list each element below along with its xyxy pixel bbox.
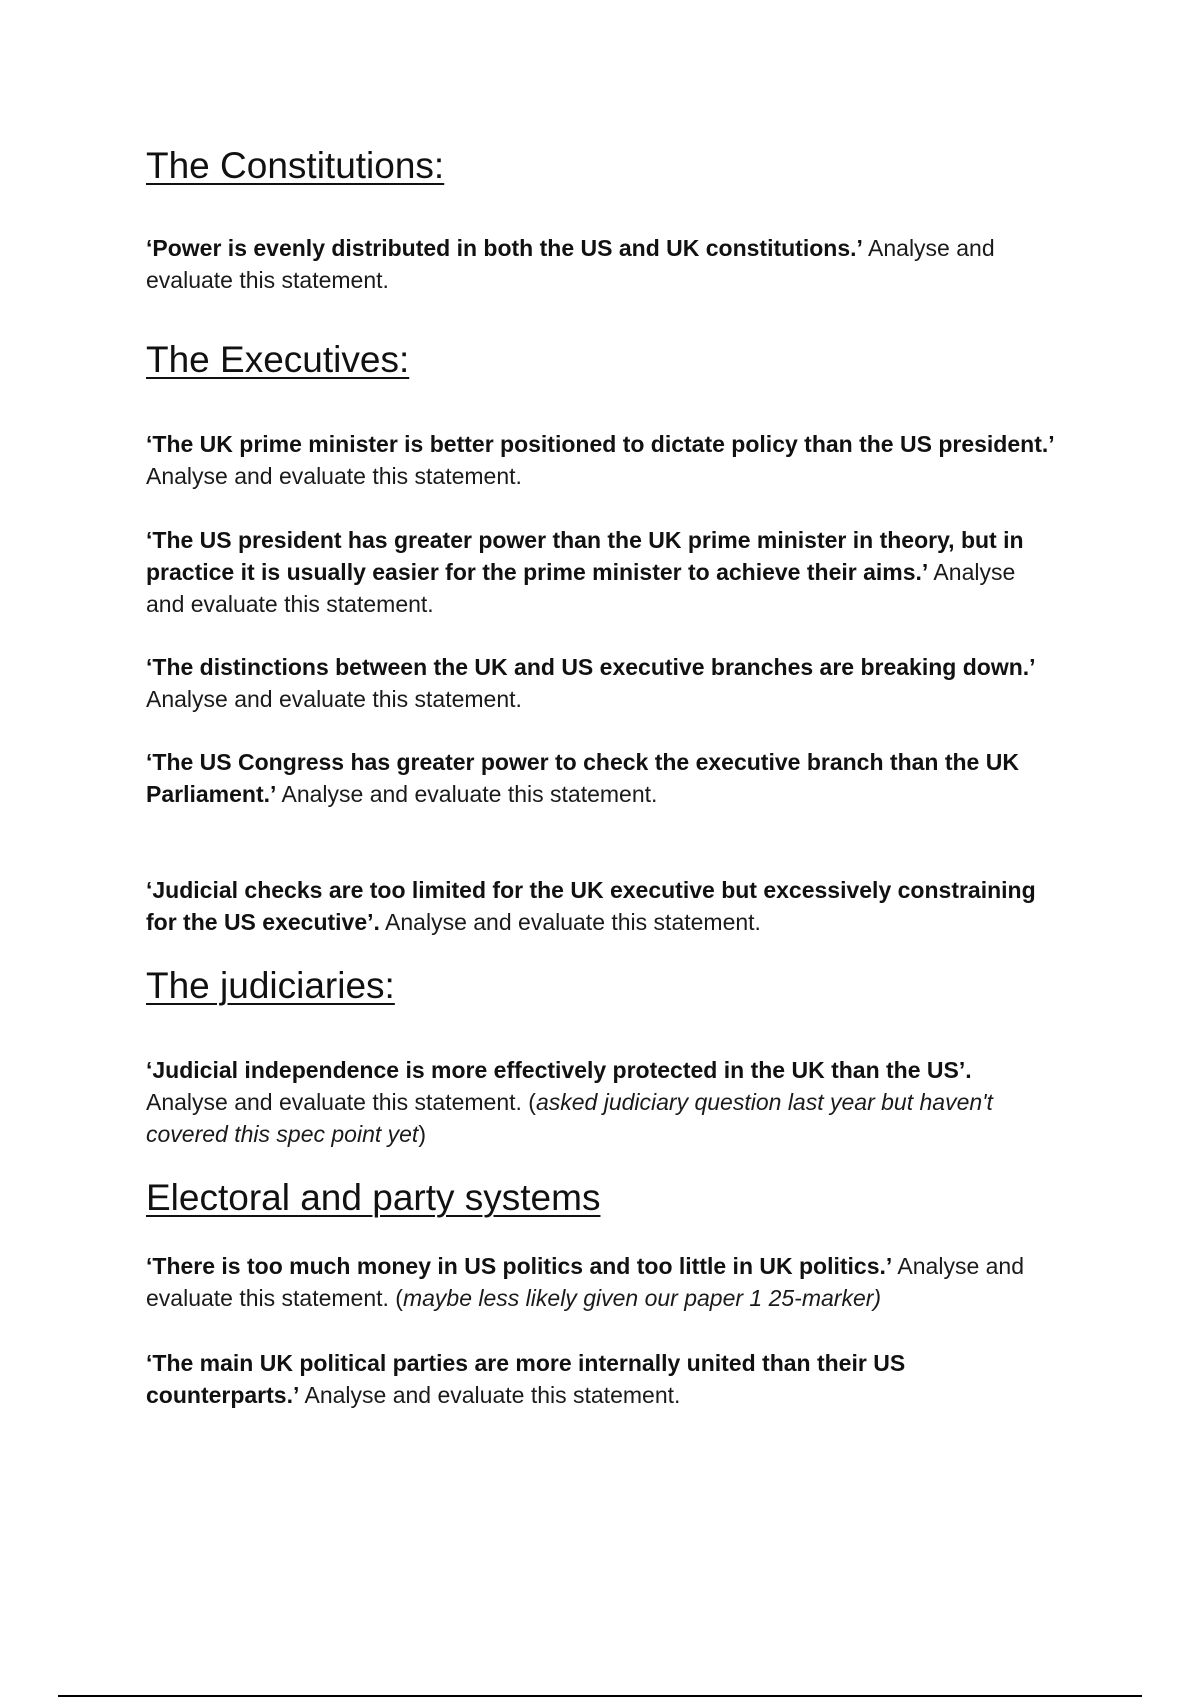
question-text: Analyse and evaluate this statement. xyxy=(146,235,995,293)
question-text: Analyse and evaluate this statement. xyxy=(276,781,658,807)
question-executives-2 xyxy=(146,524,1056,620)
question-executives-3 xyxy=(146,651,1056,715)
question-note-close: ) xyxy=(418,1121,426,1147)
question-bold: ‘Power is evenly distributed in both the US and UK constitutions.’ xyxy=(146,235,863,261)
section-heading-executives: The Executives: xyxy=(146,339,410,380)
question-electoral-2 xyxy=(146,1347,1056,1411)
question-text: Analyse and evaluate this statement. xyxy=(146,559,1016,617)
question-executives-5 xyxy=(146,874,1056,938)
question-bold: ‘There is too much money in US politics and too little in UK politics.’ xyxy=(146,1253,893,1279)
question-text: Analyse and evaluate this statement. xyxy=(146,463,522,489)
section-heading-constitutions: The Constitutions: xyxy=(146,145,445,186)
question-bold: ‘The UK prime minister is better positioned to dictate policy than the US president.’ xyxy=(146,431,1055,457)
question-bold: ‘The US president has greater power than the UK prime minister in theory, but in practice it is usually easier for the prime minister to achieve their aims.’ xyxy=(146,527,1024,585)
question-note: maybe less likely given our paper 1 25-marker) xyxy=(402,1285,882,1311)
question-note: asked judiciary question last year but haven't covered this spec point yet xyxy=(146,1089,993,1147)
question-bold: ‘The US Congress has greater power to check the executive branch than the UK Parliament.’ xyxy=(146,749,1019,807)
question-constitutions-1 xyxy=(146,232,1056,296)
section-heading-electoral: Electoral and party systems xyxy=(146,1177,601,1218)
document-page xyxy=(146,140,1056,1411)
question-bold: ‘Judicial independence is more effectively protected in the UK than the US’. xyxy=(146,1057,972,1083)
section-heading-judiciaries: The judiciaries: xyxy=(146,965,395,1006)
question-bold: ‘The main UK political parties are more internally united than their US counterparts.’ xyxy=(146,1350,906,1408)
question-bold: ‘The distinctions between the UK and US executive branches are breaking down.’ xyxy=(146,654,1036,680)
question-electoral-1 xyxy=(146,1250,1056,1314)
page-bottom-rule xyxy=(58,1695,1142,1697)
question-bold: ‘Judicial checks are too limited for the UK executive but excessively constraining for the US executive’. xyxy=(146,877,1036,935)
question-text: Analyse and evaluate this statement. xyxy=(379,909,761,935)
question-executives-1 xyxy=(146,428,1056,492)
question-text: Analyse and evaluate this statement. ( xyxy=(146,1089,536,1115)
question-executives-4 xyxy=(146,746,1056,810)
question-text: Analyse and evaluate this statement. xyxy=(299,1382,681,1408)
question-text: Analyse and evaluate this statement. xyxy=(146,686,522,712)
question-judiciaries-1 xyxy=(146,1054,1056,1150)
question-text: Analyse and evaluate this statement. ( xyxy=(146,1253,1025,1311)
